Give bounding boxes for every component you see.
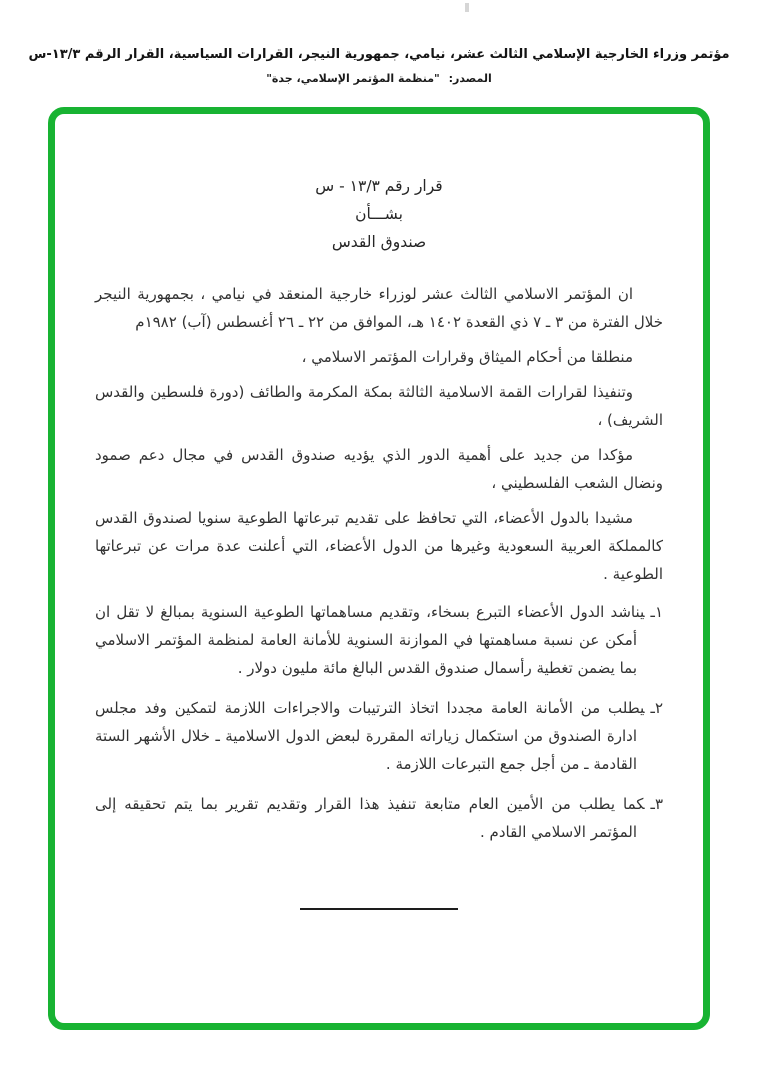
item-1-number: ١ـ (650, 603, 663, 621)
resolution-body (55, 114, 703, 910)
highlight-frame (48, 107, 710, 1030)
preamble-paragraph-2: منطلقا من أحكام الميثاق وقرارات المؤتمر الاسلامي ، (301, 348, 633, 366)
preamble-paragraph-1: ان المؤتمر الاسلامي الثالث عشر لوزراء خارجية المنعقد في نيامي ، بجمهورية النيجر خلال الفترة من ٣ ـ ٧ ذي القعدة ١٤٠٢ هـ، الموافق من ٢٢ ـ ٢٦ أغسطس (آب) ١٩٨٢م (95, 285, 663, 331)
operative-item-1 (95, 598, 663, 682)
scan-artifact-mark (465, 3, 469, 12)
item-3-number: ٣ـ (650, 795, 663, 813)
item-3-text: كما يطلب من الأمين العام متابعة تنفيذ هذا القرار وتقديم تقرير بما يتم تحقيقه إلى المؤتمر الاسلامي القادم . (95, 795, 645, 841)
resolution-title-block (95, 173, 663, 256)
resolution-number: قرار رقم ١٣/٣ - س (315, 177, 443, 195)
header-source-line (0, 72, 758, 85)
resolution-regarding: بشـــأن (355, 205, 403, 223)
source-value: "منظمة المؤتمر الإسلامي، جدة" (266, 72, 440, 85)
operative-items (95, 598, 663, 846)
document-header (0, 46, 758, 85)
item-2-number: ٢ـ (650, 699, 663, 717)
operative-item-2 (95, 694, 663, 778)
preamble-paragraph-5: مشيدا بالدول الأعضاء، التي تحافظ على تقديم تبرعاتها الطوعية سنويا لصندوق القدس كالمملكة العربية السعودية وغيرها من الدول الأعضاء، التي أعلنت عدة مرات عن تبرعاتها الطوعية . (95, 509, 663, 583)
preamble-paragraph-4: مؤكدا من جديد على أهمية الدور الذي يؤديه صندوق القدس في مجال دعم صمود ونضال الشعب الفلسطيني ، (95, 446, 663, 492)
resolution-subject: صندوق القدس (331, 233, 427, 251)
item-2-text: يطلب من الأمانة العامة مجددا اتخاذ الترتيبات والاجراءات اللازمة لتمكين وفد مجلس ادارة الصندوق من استكمال زياراته المقررة لبعض الدول الاسلامية ـ خلال الأشهر الستة القادمة ـ من أجل جمع التبرعات اللازمة . (95, 699, 645, 773)
item-1-text: يناشد الدول الأعضاء التبرع بسخاء، وتقديم مساهماتها الطوعية السنوية بمبالغ لا تقل ان أمكن عن نسبة مساهمتها في الموازنة السنوية للأمانة العامة لمنظمة المؤتمر الاسلامي بما يضمن تغطية رأسمال صندوق القدس البالغ مائة مليون دولار . (95, 603, 645, 677)
end-of-text-divider (300, 908, 458, 910)
header-citation: مؤتمر وزراء الخارجية الإسلامي الثالث عشر، نيامي، جمهورية النيجر، القرارات السياسية، القرار الرقم ١٣/٣-س (28, 47, 730, 62)
preamble-paragraph-3: وتنفيذا لقرارات القمة الاسلامية الثالثة بمكة المكرمة والطائف (دورة فلسطين والقدس الشريف) ، (95, 383, 663, 429)
operative-item-3 (95, 790, 663, 846)
source-label: المصدر: (448, 72, 492, 85)
